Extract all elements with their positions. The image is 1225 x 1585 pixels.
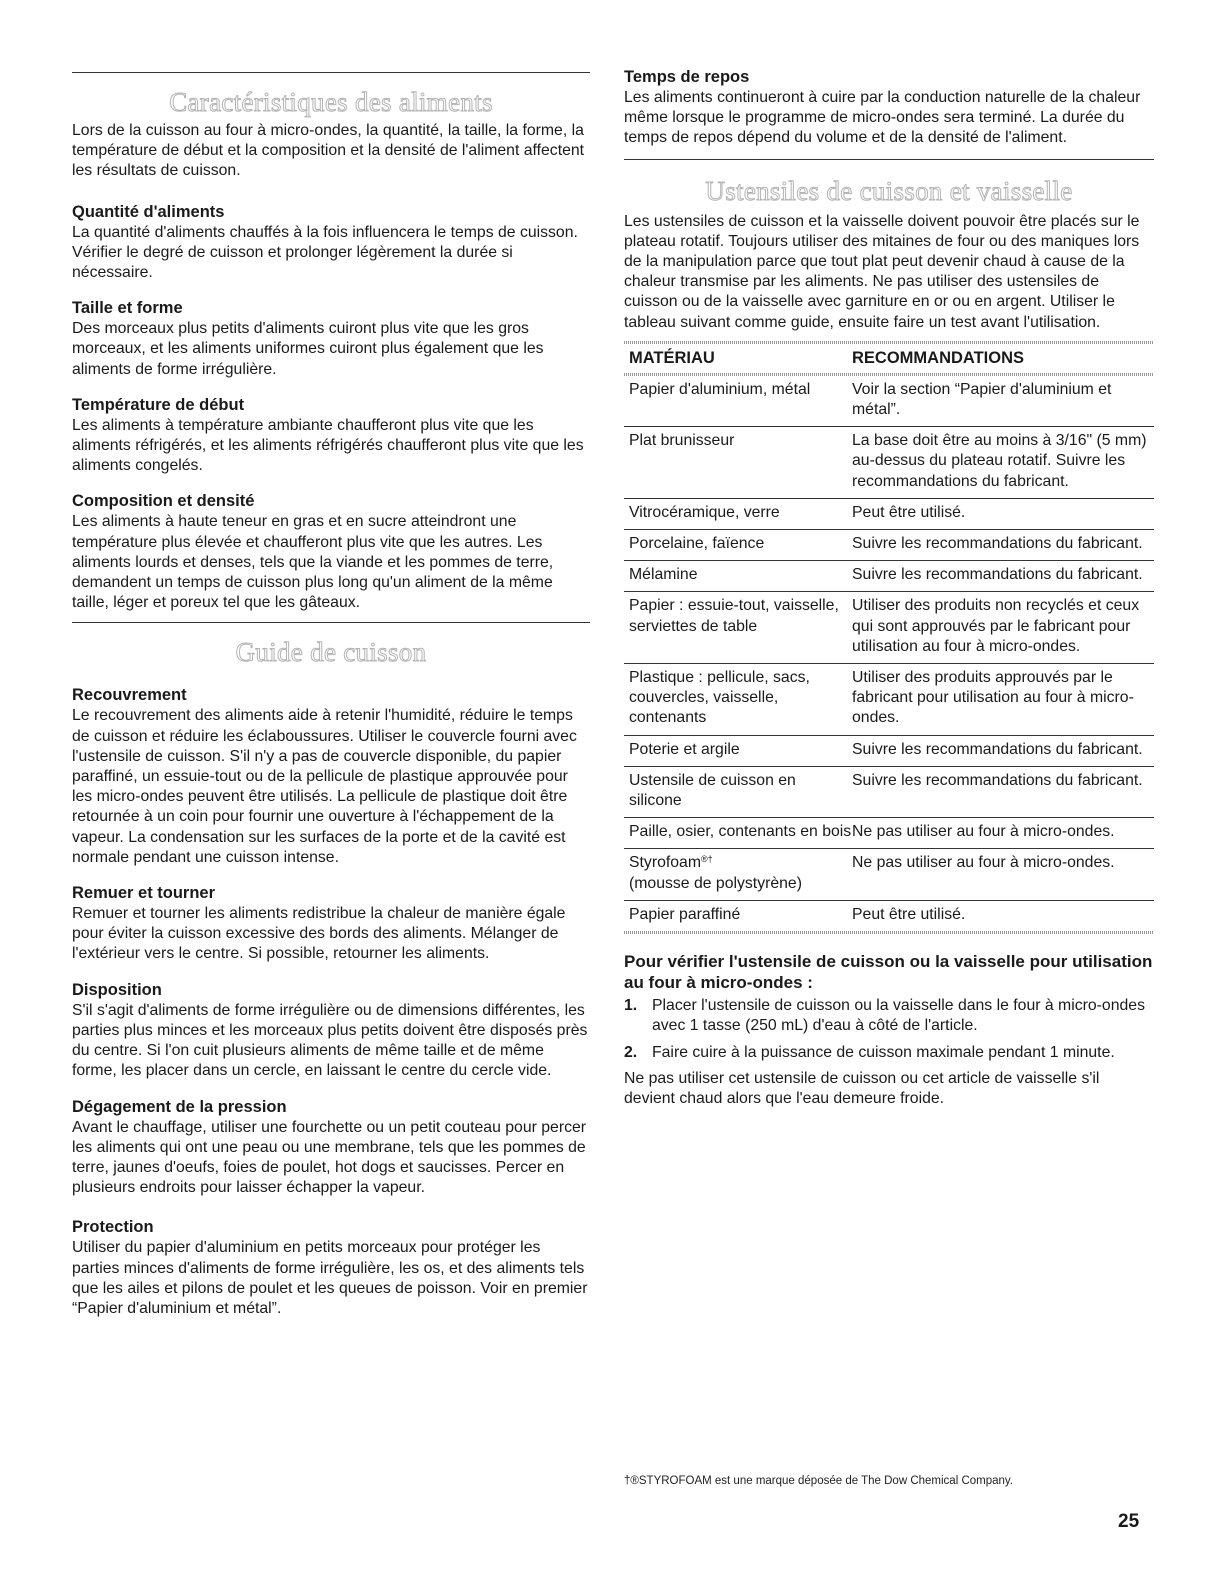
table-cell-material xyxy=(624,853,852,893)
paragraph-composition: Les aliments à haute teneur en gras et en sucre atteindront une température plus élevée et chaufferont plus vite que les autres. Les aliments lourds et denses, tels que la viande et les pommes de terre, demandent un temps de cuisson plus long qu'un aliment de la même taille, léger et poreux tel que les gâteaux. xyxy=(72,513,554,612)
table-row xyxy=(624,767,1154,818)
list-item xyxy=(624,996,1154,1036)
step-number: 1. xyxy=(624,997,638,1015)
footnote: †®STYROFOAM est une marque déposée de The Dow Chemical Company. xyxy=(624,1475,1014,1487)
section-intro: Lors de la cuisson au four à micro-ondes, la quantité, la taille, la forme, la température de début et la composition et la densité de l'aliment affectent les résultats de cuisson. xyxy=(72,122,585,180)
table-border xyxy=(624,931,1154,934)
table-row xyxy=(624,376,1154,427)
right-column xyxy=(624,0,1154,1109)
subheading-pressure-release: Dégagement de la pression xyxy=(72,1097,287,1116)
table-row xyxy=(624,664,1154,736)
table-cell-material: Mélamine xyxy=(629,566,698,584)
table-cell-material: Porcelaine, faïence xyxy=(629,535,765,553)
paragraph-start-temperature: Les aliments à température ambiante chaufferont plus vite que les aliments réfrigérés, et les aliments réfrigérés chaufferont plus vite que les aliments congelés. xyxy=(72,416,584,475)
paragraph-arrangement: S'il s'agit d'aliments de forme irrégulière ou de dimensions différentes, les parties plus minces et les morceaux plus petits doivent être disposés près du centre. Si l'on cuit plusieurs aliments de même taille et de même forme, les placer dans un cercle, en laissant le centre du cercle vide. xyxy=(72,1001,588,1080)
section-title-cooking-guide: Guide de cuisson xyxy=(235,637,427,668)
table-cell-material: Papier paraffiné xyxy=(629,905,741,923)
subheading-stirring: Remuer et tourner xyxy=(72,884,216,903)
table-row xyxy=(624,499,1154,530)
material-name: Styrofoam xyxy=(629,854,701,872)
paragraph-shielding: Utiliser du papier d'aluminium en petits morceaux pour protéger les parties minces d'aliments de forme irrégulière, les os, et des aliments tels que les ailes et pilons de poulet et les queues de poisson. Voir en premier “Papier d'aluminium et métal”. xyxy=(72,1239,588,1317)
table-cell-recommendation: Suivre les recommandations du fabricant. xyxy=(852,535,1143,553)
paragraph-quantity: La quantité d'aliments chauffés à la fois influencera le temps de cuisson. Vérifier le degré de cuisson et prolonger légèrement la durée si nécessaire. xyxy=(72,223,578,282)
subheading-shielding: Protection xyxy=(72,1218,154,1237)
table-cell-recommendation: Utiliser des produits non recyclés et ceux qui sont approuvés par le fabricant pour utilisation au four à micro-ondes. xyxy=(852,597,1140,655)
table-cell-material: Plat brunisseur xyxy=(629,432,735,450)
subheading-standing-time: Temps de repos xyxy=(624,68,750,86)
table-row xyxy=(624,530,1154,561)
table-row xyxy=(624,849,1154,900)
table-cell-recommendation: Utiliser des produits approuvés par le fabricant pour utilisation au four à micro-ondes. xyxy=(852,669,1134,727)
table-cell-material: Papier : essuie-tout, vaisselle, serviettes de table xyxy=(629,597,839,635)
paragraph-size-shape: Des morceaux plus petits d'aliments cuiront plus vite que les gros morceaux, et les aliments uniformes cuiront plus également que les aliments de forme irrégulière. xyxy=(72,320,544,378)
step-text: Faire cuire à la puissance de cuisson maximale pendant 1 minute. xyxy=(652,1043,1115,1061)
subheading-size-shape: Taille et forme xyxy=(72,299,183,318)
left-column xyxy=(72,0,590,1319)
subheading-start-temperature: Température de début xyxy=(72,395,245,414)
table-cell-material: Poterie et argile xyxy=(629,740,740,758)
paragraph-stirring: Remuer et tourner les aliments redistribue la chaleur de manière égale pour éviter la cuisson excessive des bords des aliments. Mélanger de l'extérieur vers le centre. Si possible, retourner les aliments. xyxy=(72,905,566,963)
table-row xyxy=(624,736,1154,767)
section-title-food-characteristics: Caractéristiques des aliments xyxy=(169,87,493,117)
subheading-verify-cookware: Pour vérifier l'ustensile de cuisson ou la vaisselle pour utilisation au four à micro-ondes : xyxy=(624,952,1153,993)
table-row xyxy=(624,901,1154,931)
section-title-cookware: Ustensiles de cuisson et vaisselle xyxy=(705,175,1073,206)
table-cell-material: Ustensile de cuisson en silicone xyxy=(629,771,796,810)
table-cell-material: Paille, osier, contenants en bois xyxy=(629,823,852,841)
list-item xyxy=(624,1043,1154,1063)
step-text: Placer l'ustensile de cuisson ou la vaisselle dans le four à micro-ondes avec 1 tasse (250 mL) d'eau à côté de l'article. xyxy=(652,997,1145,1035)
subheading-covering: Recouvrement xyxy=(72,686,187,705)
table-cell-material: Papier d'aluminium, métal xyxy=(629,380,811,398)
step-number: 2. xyxy=(624,1043,638,1061)
table-cell-material: Vitrocéramique, verre xyxy=(629,503,780,521)
verify-steps-list xyxy=(624,996,1154,1063)
subheading-arrangement: Disposition xyxy=(72,980,162,999)
table-row xyxy=(624,818,1154,849)
section-rule xyxy=(72,72,590,73)
section-intro: Les ustensiles de cuisson et la vaisselle doivent pouvoir être placés sur le plateau rotatif. Toujours utiliser des mitaines de four ou des maniques lors de la manipulation parce que tout plat peut devenir chaud à cause de la chaleur transmise par les aliments. Ne pas utiliser des ustensiles de cuisson ou de la vaisselle avec garniture en or ou en argent. Utiliser le tableau suivant comme guide, ensuite faire un test avant l'utilisation. xyxy=(624,212,1140,331)
cookware-table xyxy=(624,341,1154,934)
paragraph-standing-time: Les aliments continueront à cuire par la conduction naturelle de la chaleur même lorsque le programme de micro-ondes sera terminé. La durée du temps de repos dépend du volume et de la densité de l'aliment. xyxy=(624,89,1141,147)
table-cell-material: Plastique : pellicule, sacs, couvercles, vaisselle, contenants xyxy=(629,669,810,727)
column-header-material: MATÉRIAU xyxy=(629,348,715,367)
verify-note: Ne pas utiliser cet ustensile de cuisson ou cet article de vaisselle s'il devient chaud alors que l'eau demeure froide. xyxy=(624,1069,1100,1107)
table-row xyxy=(624,427,1154,499)
paragraph-pressure-release: Avant le chauffage, utiliser une fourchette ou un petit couteau pour percer les aliments qui ont une peau ou une membrane, tels que les pommes de terre, jaunes d'oeufs, foies de poulet, hot dogs et saucisses. Percer en plusieurs endroits pour laisser échapper la vapeur. xyxy=(72,1118,587,1197)
table-cell-recommendation: Voir la section “Papier d'aluminium et métal”. xyxy=(852,380,1112,419)
table-cell-recommendation: Suivre les recommandations du fabricant. xyxy=(852,771,1143,789)
table-row xyxy=(624,592,1154,664)
table-row xyxy=(624,561,1154,592)
page-number: 25 xyxy=(1118,1511,1140,1532)
table-cell-recommendation: La base doit être au moins à 3/16" (5 mm) au-dessus du plateau rotatif. Suivre les recommandations du fabricant. xyxy=(852,432,1147,490)
trademark-mark: ®† xyxy=(701,854,713,865)
subheading-quantity: Quantité d'aliments xyxy=(72,202,225,221)
paragraph-covering: Le recouvrement des aliments aide à retenir l'humidité, réduire le temps de cuisson et réduire les éclaboussures. Utiliser le couvercle fourni avec l'ustensile de cuisson. S'il n'y a pas de couvercle disponible, du papier paraffiné, un essuie-tout ou de la pellicule de plastique approuvée pour les micro-ondes peuvent être utilisés. La pellicule de plastique doit être retournée à un coin pour fournir une ouverture à l'échappement de la vapeur. La condensation sur les surfaces de la porte et de la cavité est normale pendant une cuisson intense. xyxy=(72,707,577,866)
table-cell-recommendation: Peut être utilisé. xyxy=(852,905,966,923)
column-header-recommendations: RECOMMANDATIONS xyxy=(852,348,1025,367)
table-cell-recommendation: Peut être utilisé. xyxy=(852,503,966,521)
material-note: (mousse de polystyrène) xyxy=(629,874,802,892)
table-cell-recommendation: Ne pas utiliser au four à micro-ondes. xyxy=(852,823,1115,841)
table-cell-recommendation: Suivre les recommandations du fabricant. xyxy=(852,740,1143,758)
table-cell-recommendation: Ne pas utiliser au four à micro-ondes. xyxy=(852,854,1115,872)
table-header xyxy=(624,344,1154,373)
subheading-composition: Composition et densité xyxy=(72,492,255,511)
section-rule xyxy=(624,159,1154,160)
section-rule xyxy=(72,622,590,623)
table-cell-recommendation: Suivre les recommandations du fabricant. xyxy=(852,566,1143,584)
